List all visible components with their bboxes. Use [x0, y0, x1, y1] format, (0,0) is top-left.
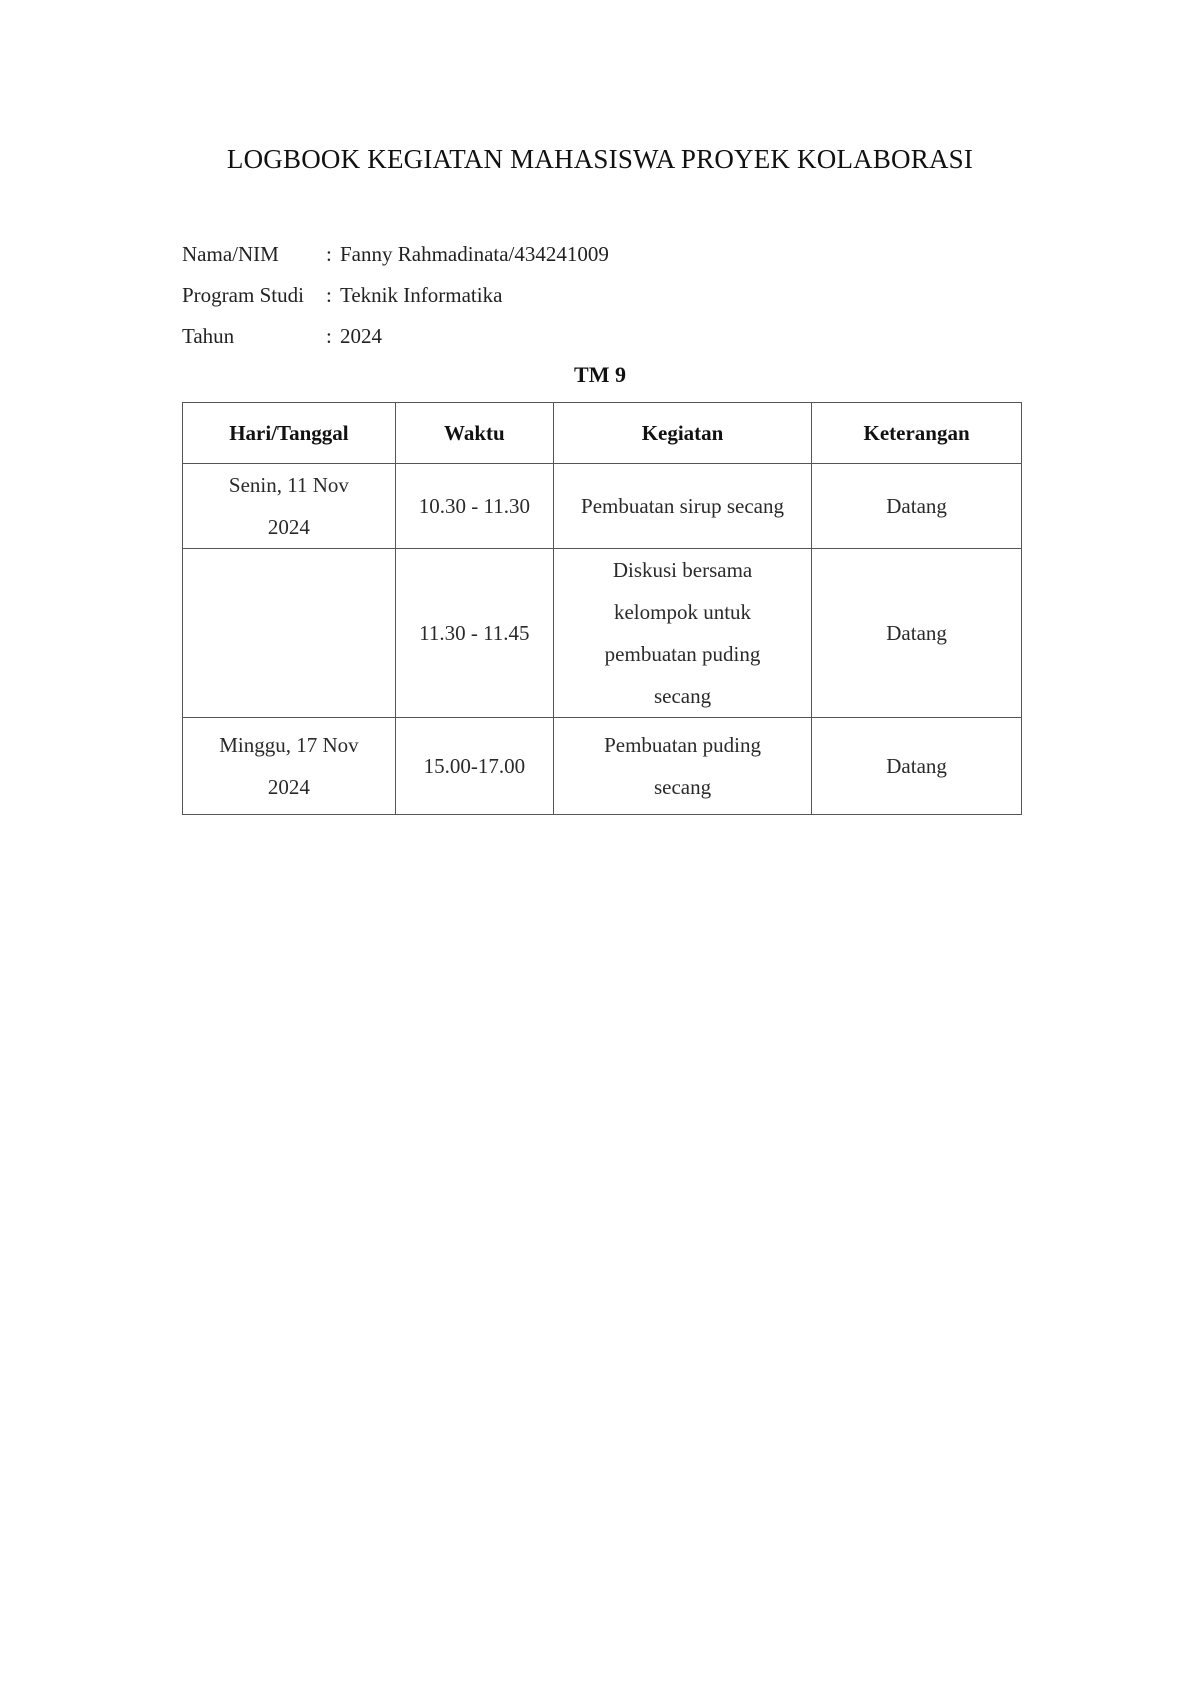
- cell-activity: Pembuatan sirup secang: [553, 464, 811, 549]
- table-row: [183, 549, 1022, 718]
- info-row-program: [182, 275, 609, 316]
- cell-activity: Pembuatan puding secang: [553, 718, 811, 815]
- header-time: Waktu: [395, 403, 553, 464]
- cell-note: Datang: [812, 718, 1022, 815]
- section-subtitle: TM 9: [574, 362, 626, 387]
- cell-time: 11.30 - 11.45: [395, 549, 553, 718]
- table-row: [183, 464, 1022, 549]
- cell-date: [183, 464, 396, 549]
- info-separator: :: [326, 242, 332, 266]
- header-activity: Kegiatan: [553, 403, 811, 464]
- student-info: [182, 234, 609, 357]
- date-line: 2024: [267, 775, 310, 799]
- info-label: Tahun: [182, 324, 235, 348]
- info-row-year: [182, 316, 609, 357]
- cell-date: [183, 718, 396, 815]
- date-line: Minggu, 17 Nov: [219, 733, 359, 757]
- cell-time: 10.30 - 11.30: [395, 464, 553, 549]
- table-row: [183, 718, 1022, 815]
- cell-note: Datang: [812, 549, 1022, 718]
- table-header-row: [183, 403, 1022, 464]
- info-row-name: [182, 234, 609, 275]
- info-separator: :: [326, 283, 332, 307]
- cell-time: 15.00-17.00: [395, 718, 553, 815]
- date-line: 2024: [267, 515, 310, 539]
- header-note: Keterangan: [812, 403, 1022, 464]
- cell-date: [183, 549, 396, 718]
- info-label: Program Studi: [182, 283, 304, 307]
- document-title: LOGBOOK KEGIATAN MAHASISWA PROYEK KOLABORASI: [226, 144, 974, 174]
- info-value: Teknik Informatika: [340, 283, 503, 307]
- info-value: 2024: [340, 324, 382, 348]
- logbook-table: [182, 402, 1022, 815]
- info-label: Nama/NIM: [182, 242, 279, 266]
- info-separator: :: [326, 324, 332, 348]
- header-date: Hari/Tanggal: [183, 403, 396, 464]
- info-value: Fanny Rahmadinata/434241009: [340, 242, 609, 266]
- cell-activity: Diskusi bersama kelompok untuk pembuatan puding secang: [553, 549, 811, 718]
- date-line: Senin, 11 Nov: [228, 473, 349, 497]
- cell-note: Datang: [812, 464, 1022, 549]
